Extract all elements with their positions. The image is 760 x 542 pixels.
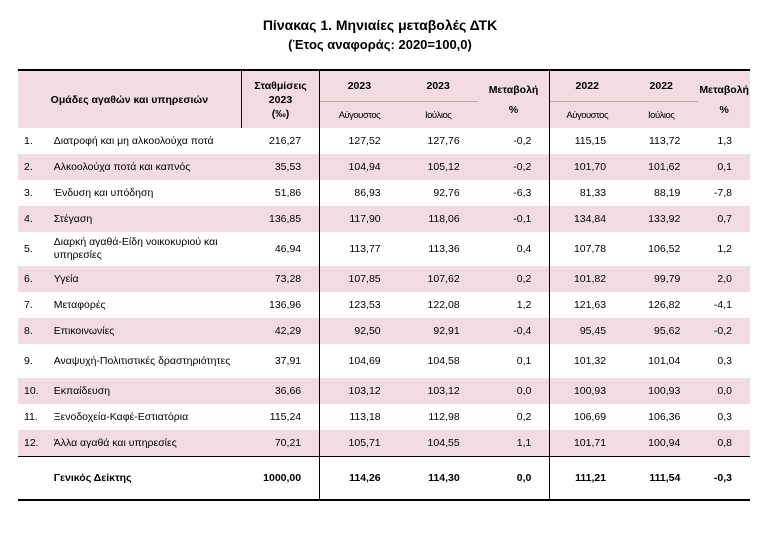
table-header <box>18 70 750 128</box>
title-block <box>0 0 760 54</box>
row-index: 6. <box>18 266 50 292</box>
row-change-2022: 0,1 <box>698 154 750 180</box>
row-weight: 36,66 <box>241 378 319 404</box>
total-jul-2023: 114,30 <box>399 457 478 501</box>
row-weight: 51,86 <box>241 180 319 206</box>
row-change-2022: 0,3 <box>717 411 732 423</box>
row-jul-2022: 106,36 <box>648 411 681 423</box>
header-weights <box>241 70 319 128</box>
row-change-2023: 0,2 <box>478 404 550 430</box>
row-aug-2023: 113,77 <box>349 243 381 255</box>
row-change-2022: 1,2 <box>717 243 732 255</box>
row-jul-2022: 88,19 <box>654 187 681 199</box>
row-weight: 73,28 <box>241 266 319 292</box>
header-jul-2023: Ιούλιος <box>399 102 478 129</box>
row-group-name: Άλλα αγαθά και υπηρεσίες <box>50 430 242 457</box>
row-group-name: Ένδυση και υπόδηση <box>53 186 154 199</box>
total-group-name: Γενικός Δείκτης <box>50 457 242 501</box>
row-index: 2. <box>18 154 50 180</box>
row-change-2022: -7,8 <box>713 187 732 199</box>
header-2023-jul-year-label: 2023 <box>426 80 450 92</box>
row-aug-2022: 101,82 <box>550 266 624 292</box>
header-change-2022-l1: Μεταβολή <box>699 83 749 96</box>
row-aug-2022: 81,33 <box>579 187 607 199</box>
header-aug-2023: Αύγουστος <box>320 102 399 129</box>
row-index: 12. <box>18 430 50 457</box>
table-body <box>18 128 750 500</box>
row-change-2023: -0,2 <box>478 128 550 154</box>
row-group-name: Αναψυχή-Πολιτιστικές δραστηριότητες <box>53 354 231 367</box>
row-jul-2022: 133,92 <box>624 206 698 232</box>
row-aug-2022: 101,71 <box>550 430 624 457</box>
row-change-2023: -0,1 <box>478 206 550 232</box>
row-weight: 70,21 <box>241 430 319 457</box>
row-jul-2023: 107,62 <box>399 266 478 292</box>
row-change-2023: -0,4 <box>478 318 550 344</box>
row-jul-2022: 126,82 <box>648 299 681 311</box>
row-aug-2023: 105,71 <box>320 430 399 457</box>
row-jul-2023: 122,08 <box>427 299 460 311</box>
header-change-2023-l2: % <box>508 103 519 116</box>
row-aug-2023: 104,94 <box>320 154 399 180</box>
row-jul-2023: 103,12 <box>399 378 478 404</box>
row-change-2022: 0,3 <box>717 355 732 367</box>
header-change-2022-l2: % <box>719 103 729 116</box>
header-2023-aug-year <box>320 70 399 102</box>
row-weight: 35,53 <box>241 154 319 180</box>
row-change-2023: -6,3 <box>478 180 550 206</box>
table-row <box>18 404 750 430</box>
row-jul-2023: 113,36 <box>428 243 460 255</box>
header-change-2023-l1: Μεταβολή <box>488 83 539 96</box>
row-change-2023: 0,4 <box>478 232 550 266</box>
row-index: 8. <box>18 318 50 344</box>
row-index: 5. <box>24 243 33 255</box>
row-change-2023: 1,2 <box>478 292 550 318</box>
row-index: 1. <box>24 135 33 147</box>
row-jul-2022: 95,62 <box>624 318 698 344</box>
row-group-name: Διατροφή και μη αλκοολούχα ποτά <box>53 134 214 147</box>
row-weight: 115,24 <box>241 404 319 430</box>
row-aug-2022: 101,32 <box>573 355 607 367</box>
row-jul-2023: 118,06 <box>399 206 478 232</box>
row-aug-2023: 117,90 <box>320 206 399 232</box>
row-index: 11. <box>24 411 38 423</box>
row-jul-2022: 100,93 <box>624 378 698 404</box>
row-jul-2023: 112,98 <box>428 411 460 423</box>
header-2022-jul-year <box>624 70 698 102</box>
row-weight: 136,85 <box>241 206 319 232</box>
row-change-2022: 0,7 <box>698 206 750 232</box>
row-aug-2022: 100,93 <box>550 378 624 404</box>
row-index: 3. <box>24 187 33 199</box>
total-index <box>18 457 50 501</box>
row-aug-2023: 123,53 <box>348 299 381 311</box>
total-change-2023: 0,0 <box>478 457 550 501</box>
row-index: 9. <box>24 355 33 367</box>
table-title: Πίνακας 1. Μηνιαίες μεταβολές ΔΤΚ <box>262 17 498 33</box>
row-index: 4. <box>18 206 50 232</box>
row-aug-2023: 107,85 <box>320 266 399 292</box>
row-change-2023: 1,1 <box>478 430 550 457</box>
row-change-2022: 0,0 <box>698 378 750 404</box>
table-subtitle: (Έτος αναφοράς: 2020=100,0) <box>288 37 472 52</box>
row-group-name: Εκπαίδευση <box>50 378 242 404</box>
total-weight: 1000,00 <box>241 457 319 501</box>
table-row <box>18 128 750 154</box>
header-weights-l2: 2023 <box>268 93 293 106</box>
table-row <box>18 318 750 344</box>
header-aug-2022: Αύγουστος <box>550 102 624 129</box>
row-change-2022: -4,1 <box>713 299 732 311</box>
header-change-2023 <box>478 70 550 128</box>
header-weights-l3: (‰) <box>271 107 290 120</box>
header-2023-aug-year-label: 2023 <box>347 80 372 92</box>
total-aug-2023: 114,26 <box>320 457 399 501</box>
row-change-2022: 0,8 <box>698 430 750 457</box>
row-group-name: Διαρκή αγαθά-Είδη νοικοκυριού και υπηρεσίες <box>53 236 218 261</box>
row-weight: 42,29 <box>241 318 319 344</box>
row-jul-2022: 100,94 <box>624 430 698 457</box>
cpi-table <box>18 69 750 501</box>
header-2023-jul-year <box>399 70 478 102</box>
row-jul-2023: 92,76 <box>433 187 460 199</box>
table-row <box>18 344 750 378</box>
table-row <box>18 292 750 318</box>
row-change-2023: 0,1 <box>478 344 550 378</box>
row-weight: 216,27 <box>241 128 319 154</box>
row-change-2022: 2,0 <box>698 266 750 292</box>
header-jul-2022: Ιούλιος <box>624 102 698 129</box>
header-change-2022 <box>698 70 750 128</box>
row-change-2023: 0,2 <box>478 266 550 292</box>
table-row <box>18 180 750 206</box>
row-group-name: Αλκοολούχα ποτά και καπνός <box>50 154 242 180</box>
row-aug-2022: 121,63 <box>573 299 607 311</box>
row-jul-2023: 104,58 <box>427 355 460 367</box>
row-jul-2023: 127,76 <box>427 135 460 147</box>
total-row <box>18 457 750 501</box>
row-jul-2022: 101,04 <box>648 355 681 367</box>
header-groups <box>18 70 241 128</box>
row-aug-2022: 106,69 <box>573 411 607 423</box>
table-row <box>18 154 750 180</box>
header-2022-aug-year-label: 2022 <box>575 80 599 92</box>
row-aug-2022: 134,84 <box>550 206 624 232</box>
row-aug-2023: 103,12 <box>320 378 399 404</box>
row-change-2022: 1,3 <box>717 135 732 147</box>
row-group-name: Επικοινωνίες <box>50 318 242 344</box>
row-change-2023: 0,0 <box>478 378 550 404</box>
row-group-name: Ξενοδοχεία-Καφέ-Εστιατόρια <box>53 410 189 423</box>
row-aug-2022: 107,78 <box>573 243 607 255</box>
row-jul-2023: 104,55 <box>399 430 478 457</box>
row-aug-2023: 127,52 <box>348 135 381 147</box>
header-groups-label: Ομάδες αγαθών και υπηρεσιών <box>50 93 209 106</box>
total-change-2022: -0,3 <box>698 457 750 501</box>
row-aug-2023: 113,18 <box>349 411 381 423</box>
row-weight: 37,91 <box>241 344 319 378</box>
table-row <box>18 206 750 232</box>
row-jul-2023: 105,12 <box>399 154 478 180</box>
row-jul-2022: 101,62 <box>624 154 698 180</box>
header-2022-jul-year-label: 2022 <box>649 80 673 92</box>
row-aug-2023: 86,93 <box>354 187 381 199</box>
total-aug-2022: 111,21 <box>550 457 624 501</box>
table-row <box>18 266 750 292</box>
row-aug-2022: 95,45 <box>550 318 624 344</box>
row-change-2022: -0,2 <box>698 318 750 344</box>
row-group-name: Μεταφορές <box>53 298 106 311</box>
row-group-name: Υγεία <box>50 266 242 292</box>
header-2022-aug-year <box>550 70 624 102</box>
row-aug-2022: 115,15 <box>574 135 607 147</box>
table-row <box>18 430 750 457</box>
row-change-2023: -0,2 <box>478 154 550 180</box>
row-group-name: Στέγαση <box>50 206 242 232</box>
row-index: 7. <box>24 299 33 311</box>
row-jul-2023: 92,91 <box>399 318 478 344</box>
row-aug-2023: 92,50 <box>320 318 399 344</box>
row-aug-2023: 104,69 <box>348 355 381 367</box>
row-aug-2022: 101,70 <box>550 154 624 180</box>
row-jul-2022: 99,79 <box>624 266 698 292</box>
row-weight: 46,94 <box>241 232 319 266</box>
row-index: 10. <box>18 378 50 404</box>
row-weight: 136,96 <box>241 292 319 318</box>
row-jul-2022: 106,52 <box>648 243 681 255</box>
table-row <box>18 378 750 404</box>
header-weights-l1: Σταθμίσεις <box>254 79 307 92</box>
row-jul-2022: 113,72 <box>648 135 681 147</box>
total-jul-2022: 111,54 <box>624 457 698 501</box>
table-row <box>18 232 750 266</box>
